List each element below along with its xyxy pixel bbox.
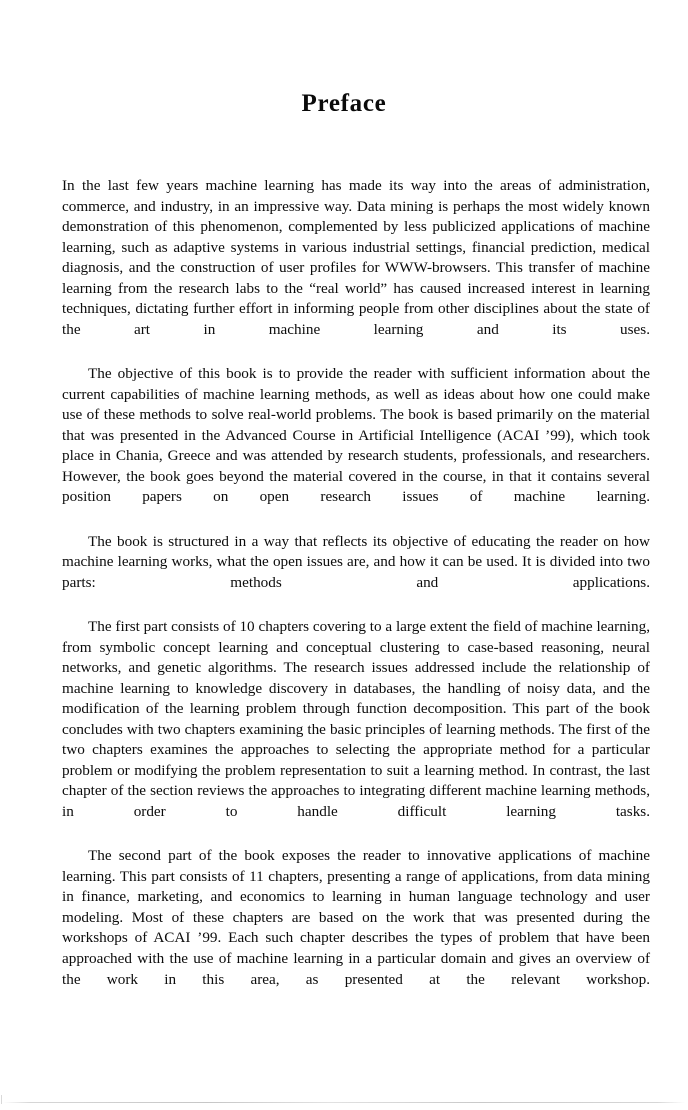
paragraph-4: The first part consists of 10 chapters covering to a large extent the field of machine learning, from symbolic concept learning and conceptual clustering to case-based reasoning, neural networks, and genetic algorithms. The research issues addressed include the relationship of machine learning to knowledge discovery in databases, the handling of noisy data, and the modification of the learning problem through function decomposition. This part of the book concludes with two chapters examining the basic principles of learning methods. The first of the two chapters examines the approaches to selecting the appropriate method for a particular problem or modifying the problem representation to suit a learning method. In contrast, the last chapter of the section reviews the approaches to integrating different machine learning methods, in order to handle difficult learning tasks.: [62, 618, 650, 820]
body-text-column: [62, 176, 650, 1011]
page-title: Preface: [301, 89, 387, 117]
paragraph-1: In the last few years machine learning has made its way into the areas of administration, commerce, and industry, in an impressive way. Data mining is perhaps the most widely known demonstration of this phenomenon, complemented by less publicized applications of machine learning, such as adaptive systems in various industrial settings, financial prediction, medical diagnosis, and the construction of user profiles for WWW-browsers. This transfer of machine learning from the research labs to the “real world” has caused increased interest in learning techniques, dictating further effort in informing people from other disciplines about the state of the art in machine learning and its uses.: [62, 177, 650, 338]
scan-edge-corner-artifact: [1, 1095, 2, 1104]
paragraph-2: The objective of this book is to provide the reader with sufficient information about the current capabilities of machine learning methods, as well as ideas about how one could make use of these methods to solve real-world problems. The book is based primarily on the material that was presented in the Advanced Course in Artificial Intelligence (ACAI ’99), which took place in Chania, Greece and was attended by research students, professionals, and researchers. However, the book goes beyond the material covered in the course, in that it contains several position papers on open research issues of machine learning.: [62, 365, 650, 506]
paragraph-5: The second part of the book exposes the reader to innovative applications of machine learning. This part consists of 11 chapters, presenting a range of applications, from data mining in finance, marketing, and economics to learning in human language technology and user modeling. Most of these chapters are based on the work that was presented during the workshops of ACAI ’99. Each such chapter describes the types of problem that have been approached with the use of machine learning in a particular domain and gives an overview of the work in this area, as presented at the relevant workshop.: [62, 847, 650, 988]
scan-edge-artifact: [3, 1102, 685, 1103]
paragraph-3: The book is structured in a way that reflects its objective of educating the reader on how machine learning works, what the open issues are, and how it can be used. It is divided into two parts: methods and applications.: [62, 532, 650, 591]
